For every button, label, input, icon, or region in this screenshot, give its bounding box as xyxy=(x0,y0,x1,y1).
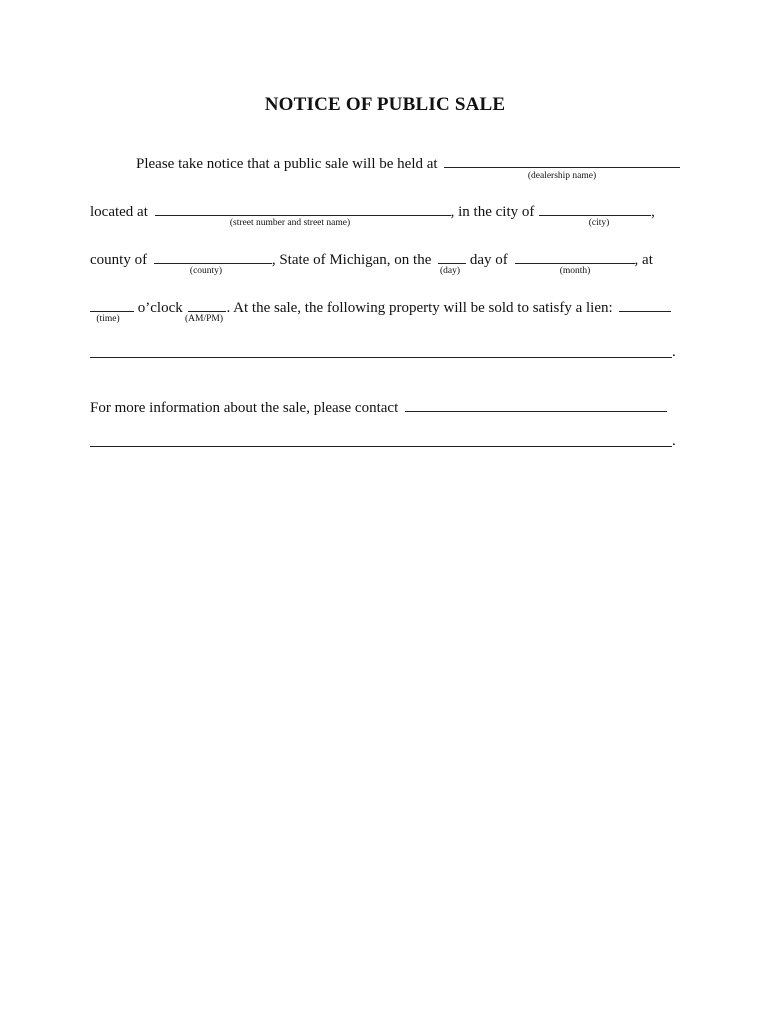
located-at-label: located at xyxy=(90,204,148,220)
time-field[interactable] xyxy=(90,297,134,312)
dealership-name-field[interactable] xyxy=(444,153,680,168)
day-of-label: day of xyxy=(469,252,508,268)
dealership-name-caption: (dealership name) xyxy=(527,171,597,181)
contact-field-continuation[interactable] xyxy=(90,446,672,447)
property-field-start[interactable] xyxy=(619,297,671,312)
month-caption: (month) xyxy=(559,266,591,276)
county-of-label: county of xyxy=(90,252,148,268)
day-caption: (day) xyxy=(439,266,461,276)
city-field[interactable] xyxy=(539,201,651,216)
ampm-field[interactable] xyxy=(188,297,226,312)
intro-line xyxy=(136,153,680,173)
contact-period: . xyxy=(672,433,676,449)
county-field[interactable] xyxy=(154,249,272,264)
contact-text: For more information about the sale, please contact xyxy=(90,400,399,416)
county-caption: (county) xyxy=(189,266,223,276)
state-label: , State of Michigan, on the xyxy=(271,252,432,268)
intro-text: Please take notice that a public sale will be held at xyxy=(136,156,438,172)
street-address-caption: (street number and street name) xyxy=(229,218,351,228)
contact-field[interactable] xyxy=(405,397,667,412)
oclock-label: o’clock xyxy=(137,300,183,316)
day-field[interactable] xyxy=(438,249,466,264)
month-field[interactable] xyxy=(515,249,635,264)
street-address-field[interactable] xyxy=(155,201,451,216)
property-period: . xyxy=(672,344,676,360)
contact-line xyxy=(90,397,667,417)
at-label: , at xyxy=(634,252,653,268)
document-title: NOTICE OF PUBLIC SALE xyxy=(264,94,506,115)
city-comma: , xyxy=(651,204,655,220)
time-caption: (time) xyxy=(96,314,120,324)
property-field-continuation[interactable] xyxy=(90,357,672,358)
in-city-of-label: , in the city of xyxy=(450,204,535,220)
city-caption: (city) xyxy=(588,218,610,228)
sale-text: . At the sale, the following property will be sold to satisfy a lien: xyxy=(226,300,613,316)
ampm-caption: (AM/PM) xyxy=(184,314,223,324)
